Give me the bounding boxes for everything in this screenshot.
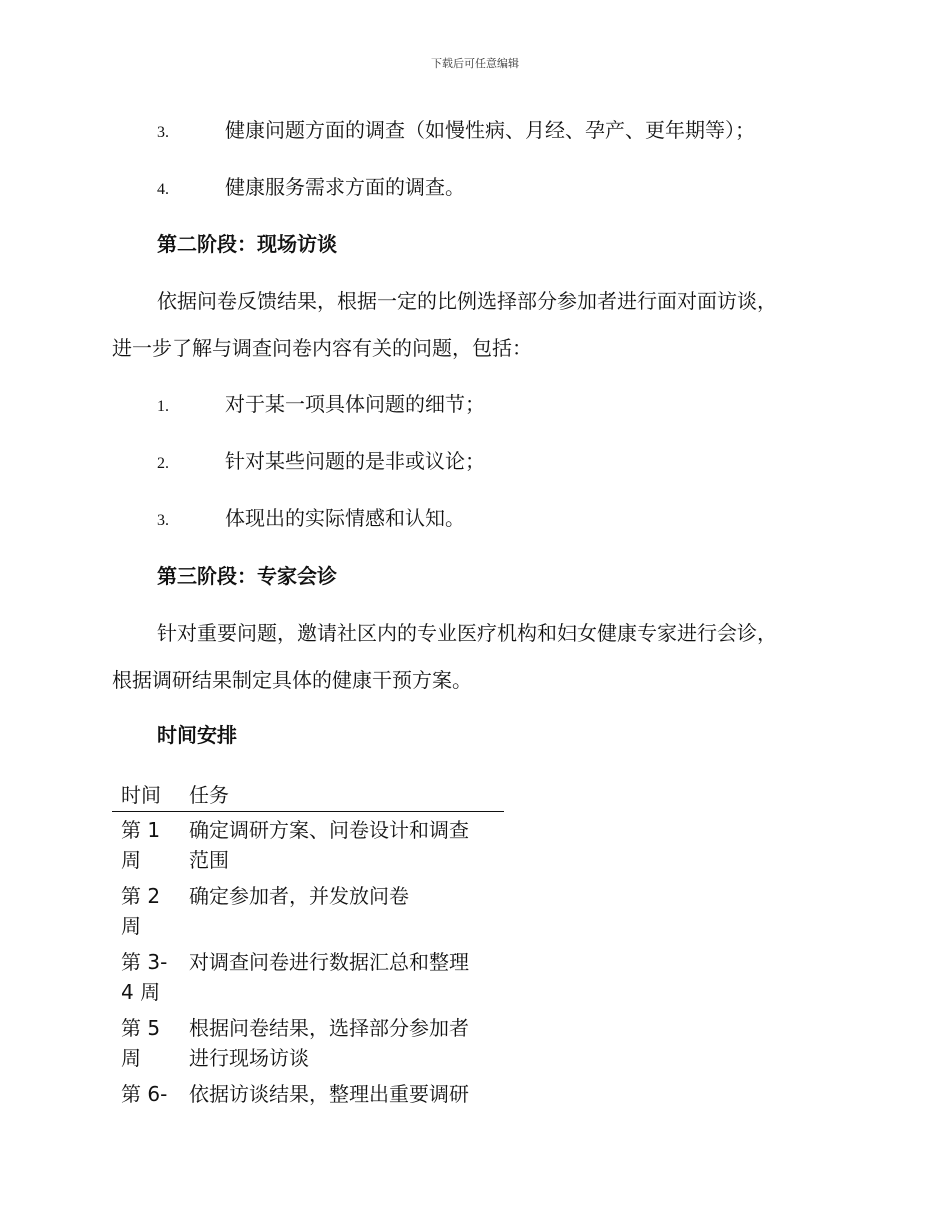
task-line: 确定参加者，并发放问卷	[189, 884, 409, 908]
list-text: 针对某些问题的是非或议论；	[225, 449, 485, 473]
paragraph-stage2	[112, 286, 832, 363]
table-row	[112, 812, 504, 879]
time-cell	[112, 1010, 189, 1076]
time-line: 周	[121, 914, 141, 938]
time-line: 周	[121, 1046, 141, 1070]
task-cell	[189, 1010, 504, 1076]
list-number: 3.	[157, 124, 169, 141]
list-item	[157, 446, 485, 476]
time-cell	[112, 1076, 189, 1112]
paragraph-line: 进一步了解与调查问卷内容有关的问题，包括：	[112, 336, 532, 360]
time-line: 第 6-	[121, 1082, 168, 1106]
time-line: 第 2	[121, 884, 161, 908]
task-line: 根据问卷结果，选择部分参加者	[189, 1016, 469, 1040]
list-text: 对于某一项具体问题的细节；	[225, 392, 485, 416]
time-line: 第 1	[121, 818, 161, 842]
paragraph-line: 针对重要问题，邀请社区内的专业医疗机构和妇女健康专家进行会诊，	[157, 621, 777, 645]
table-row	[112, 1010, 504, 1076]
table-header-row	[112, 780, 504, 812]
time-line: 第 3-	[121, 950, 168, 974]
table-row	[112, 878, 504, 944]
section-heading-schedule: 时间安排	[157, 723, 237, 747]
column-header-time: 时间	[112, 780, 189, 812]
schedule-table	[112, 780, 504, 1112]
list-number: 1.	[157, 398, 169, 415]
task-line: 进行现场访谈	[189, 1046, 309, 1070]
task-line: 依据访谈结果，整理出重要调研	[189, 1082, 469, 1106]
column-header-task: 任务	[189, 780, 504, 812]
table-row	[112, 944, 504, 1010]
list-number: 2.	[157, 455, 169, 472]
list-item	[157, 389, 485, 419]
time-line: 4 周	[121, 980, 161, 1004]
list-number: 3.	[157, 512, 169, 529]
time-cell	[112, 812, 189, 879]
list-item	[157, 503, 465, 533]
list-text: 健康服务需求方面的调查。	[225, 175, 465, 199]
task-line: 对调查问卷进行数据汇总和整理	[189, 950, 469, 974]
header-note: 下载后可任意编辑	[431, 57, 519, 70]
task-line: 确定调研方案、问卷设计和调查	[189, 818, 469, 842]
time-cell	[112, 944, 189, 1010]
list-item	[157, 172, 465, 202]
list-number: 4.	[157, 181, 169, 198]
task-cell	[189, 1076, 504, 1112]
list-text: 体现出的实际情感和认知。	[225, 506, 465, 530]
paragraph-line: 根据调研结果制定具体的健康干预方案。	[112, 668, 472, 692]
paragraph-stage3	[112, 618, 832, 695]
section-heading-stage3: 第三阶段：专家会诊	[157, 564, 337, 588]
task-cell	[189, 812, 504, 879]
paragraph-line: 依据问卷反馈结果，根据一定的比例选择部分参加者进行面对面访谈，	[157, 289, 777, 313]
time-line: 周	[121, 848, 141, 872]
task-cell	[189, 944, 504, 1010]
table-row	[112, 1076, 504, 1112]
list-item	[157, 115, 755, 145]
time-line: 第 5	[121, 1016, 161, 1040]
list-text: 健康问题方面的调查（如慢性病、月经、孕产、更年期等）；	[225, 118, 755, 142]
time-cell	[112, 878, 189, 944]
task-cell	[189, 878, 504, 944]
section-heading-stage2: 第二阶段：现场访谈	[157, 232, 337, 256]
task-line: 范围	[189, 848, 229, 872]
